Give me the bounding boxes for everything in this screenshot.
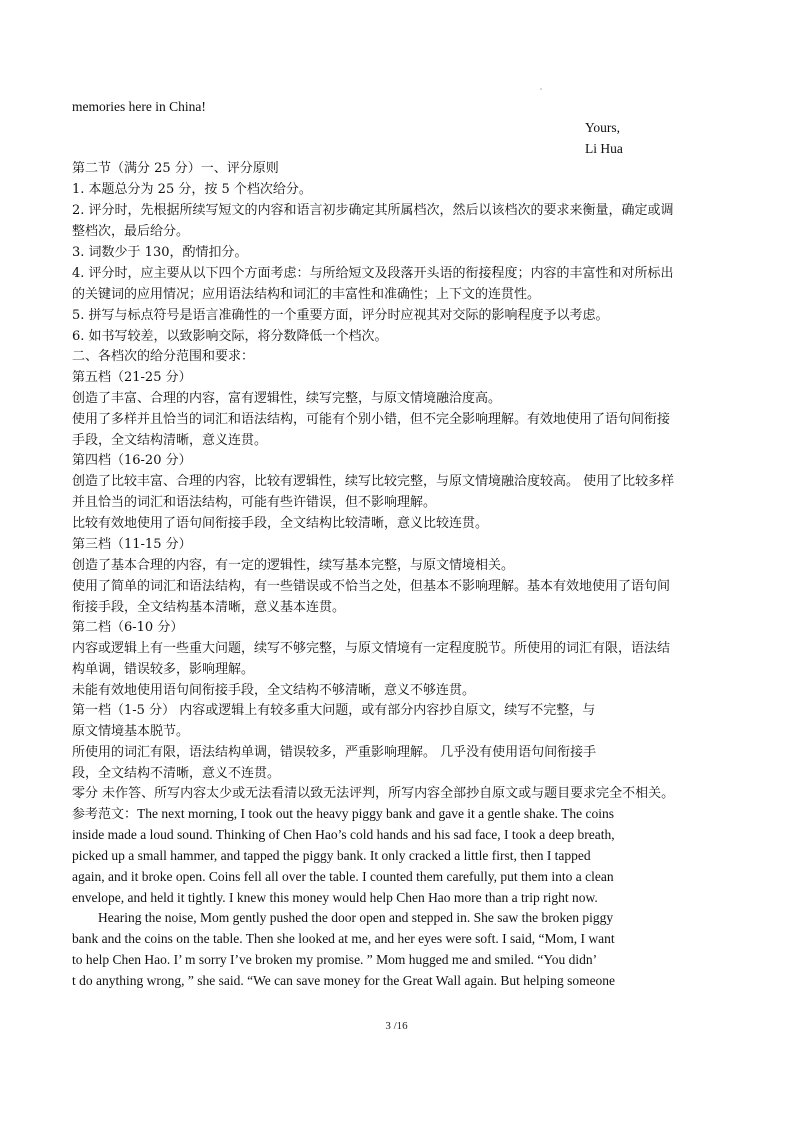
level-4-text: 比较有效地使用了语句间衔接手段，全文结构比较清晰，意义比较连贯。 bbox=[72, 516, 489, 531]
level-3-text: 衔接手段，全文结构基本清晰，意义基本连贯。 bbox=[72, 600, 346, 615]
sample-essay-text: t do anything wrong, ” she said. “We can save money for the Great Wall again. But helping someone bbox=[72, 973, 616, 988]
level-2-text: 构单调，错误较多，影响理解。 bbox=[72, 662, 255, 677]
level-2-title: 第二档（6-10 分） bbox=[72, 620, 184, 635]
sample-essay-text: inside made a loud sound. Thinking of Chen Hao’s cold hands and his sad face, I took a deep breath, bbox=[72, 827, 615, 842]
principle-item: 4. 评分时，应主要从以下四个方面考虑：与所给短文及段落开头语的衔接程度；内容的丰富性和对所标出 bbox=[72, 266, 674, 281]
level-0-text: 零分 未作答、所写内容太少或无法看清以致无法评判，所写内容全部抄自原文或与题目要求完全不相关。 bbox=[72, 786, 675, 801]
sample-essay-text: bank and the coins on the table. Then she looked at me, and her eyes were soft. I said, “Mom, I want bbox=[72, 931, 615, 946]
sample-essay-text: envelope, and held it tightly. I knew this money would help Chen Hao more than a trip right now. bbox=[72, 890, 598, 905]
principle-item-cont: 整档次，最后给分。 bbox=[72, 224, 190, 239]
level-5-text: 创造了丰富、合理的内容，富有逻辑性，续写完整，与原文情境融洽度高。 bbox=[72, 391, 502, 406]
principle-item: 1. 本题总分为 25 分，按 5 个档次给分。 bbox=[72, 182, 312, 197]
level-5-text: 使用了多样并且恰当的词汇和语法结构，可能有个别小错，但不完全影响理解。有效地使用了语句间衔接 bbox=[72, 412, 671, 427]
level-3-title: 第三档（11-15 分） bbox=[72, 537, 192, 552]
sample-essay-line-1 bbox=[72, 804, 722, 825]
level-5-title: 第五档（21-25 分） bbox=[72, 370, 192, 385]
level-4-text: 并且恰当的词汇和语法结构，可能有些许错误，但不影响理解。 bbox=[72, 495, 437, 510]
level-4-text: 创造了比较丰富、合理的内容，比较有逻辑性，续写比较完整，与原文情境融洽度较高。 使用了比较多样 bbox=[72, 474, 675, 489]
level-1-text: 段，全文结构不清晰，意义不连贯。 bbox=[72, 766, 281, 781]
section-heading: 第二节（满分 25 分）一、评分原则 bbox=[72, 161, 279, 176]
sample-essay-text: picked up a small hammer, and tapped the piggy bank. It only cracked a little first, then I tapped bbox=[72, 848, 591, 863]
sample-essay-label: 参考范文： bbox=[72, 807, 138, 822]
level-3-text: 创造了基本合理的内容，有一定的逻辑性，续写基本完整，与原文情境相关。 bbox=[72, 558, 515, 573]
principle-item: 6. 如书写较差，以致影响交际，将分数降低一个档次。 bbox=[72, 329, 388, 344]
sample-essay-text: to help Chen Hao. I’ m sorry I’ve broken my promise. ” Mom hugged me and smiled. “You didn’ bbox=[72, 952, 598, 967]
level-1-text: 原文情境基本脱节。 bbox=[72, 724, 190, 739]
level-2-text: 内容或逻辑上有一些重大问题，续写不够完整，与原文情境有一定程度脱节。所使用的词汇有限，语法结 bbox=[72, 641, 671, 656]
level-3-text: 使用了简单的词汇和语法结构，有一些错误或不恰当之处，但基本不影响理解。基本有效地使用了语句间 bbox=[72, 579, 671, 594]
principle-item: 3. 词数少于 130，酌情扣分。 bbox=[72, 245, 248, 260]
level-1-text: 所使用的词汇有限，语法结构单调，错误较多，严重影响理解。 几乎没有使用语句间衔接手 bbox=[72, 745, 597, 760]
principle-item: 5. 拼写与标点符号是语言准确性的一个重要方面，评分时应视其对交际的影响程度予以考虑。 bbox=[72, 308, 609, 323]
principle-item: 2. 评分时，先根据所续写短文的内容和语言初步确定其所属档次，然后以该档次的要求来衡量，确定或调 bbox=[72, 203, 674, 218]
sample-essay-text: again, and it broke open. Coins fell all over the table. I counted them carefully, put them into a clean bbox=[72, 869, 614, 884]
letter-signoff: Yours, bbox=[585, 120, 621, 135]
level-2-text: 未能有效地使用语句间衔接手段，全文结构不够清晰，意义不够连贯。 bbox=[72, 683, 476, 698]
level-1-text: 第一档（1-5 分） 内容或逻辑上有较多重大问题，或有部分内容抄自原文，续写不完整，与 bbox=[72, 703, 596, 718]
scan-speck bbox=[540, 88, 542, 90]
page-number: 3 /16 bbox=[385, 1020, 408, 1032]
sample-essay-text: The next morning, I took out the heavy piggy bank and gave it a gentle shake. The coins bbox=[137, 806, 615, 821]
level-4-title: 第四档（16-20 分） bbox=[72, 453, 192, 468]
letter-signature: Li Hua bbox=[585, 141, 623, 156]
sample-essay-text: Hearing the noise, Mom gently pushed the door open and stepped in. She saw the broken piggy bbox=[98, 910, 614, 925]
level-5-text: 手段，全文结构清晰，意义连贯。 bbox=[72, 433, 268, 448]
levels-heading: 二、各档次的给分范围和要求： bbox=[72, 349, 255, 364]
principle-item-cont: 的关键词的应用情况；应用语法结构和词汇的丰富性和准确性；上下文的连贯性。 bbox=[72, 287, 541, 302]
letter-closing-line: memories here in China! bbox=[72, 99, 206, 114]
